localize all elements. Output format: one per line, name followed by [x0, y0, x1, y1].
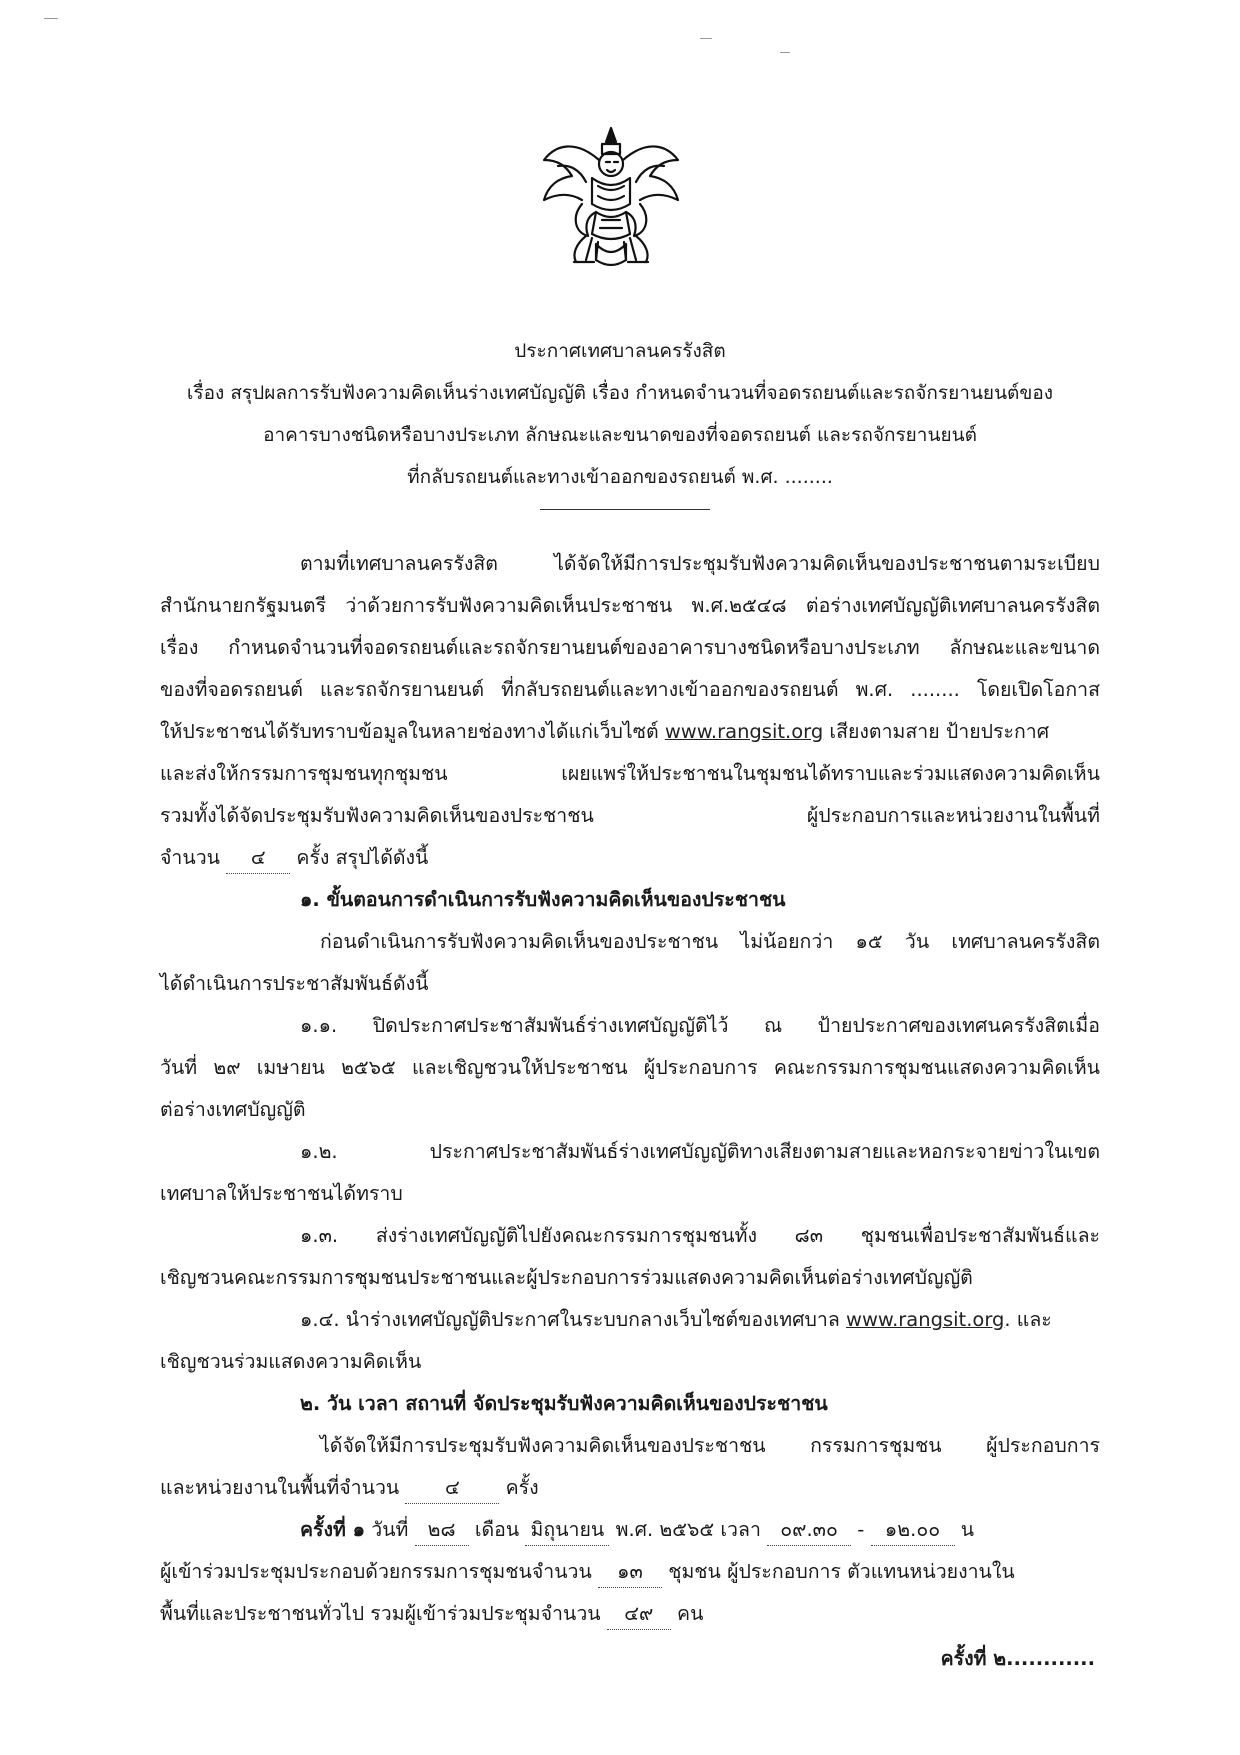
- paragraph-line: [300, 548, 1100, 579]
- intro-line: เรื่อง กำหนดจำนวนที่จอดรถยนต์และรถจักรยานยนต์ของอาคารบางชนิดหรือบางประเภท ลักษณะและขนาด: [160, 636, 1100, 659]
- item-line: วันที่ ๒๙ เมษายน ๒๕๖๕ และเชิญชวนให้ประชาชน ผู้ประกอบการ คณะกรรมการชุมชนแสดงความคิดเห็น: [160, 1056, 1100, 1079]
- session-text: เดือน: [474, 1518, 520, 1541]
- item-line: ต่อร่างเทศบัญญัติ: [160, 1098, 306, 1121]
- subject-line: ที่กลับรถยนต์และทางเข้าออกของรถยนต์ พ.ศ. ........: [407, 466, 833, 488]
- next-page-marker: ครั้งที่ ๒............: [940, 1647, 1095, 1670]
- item-line: เชิญชวนคณะกรรมการชุมชนประชาชนและผู้ประกอบการร่วมแสดงความคิดเห็นต่อร่างเทศบัญญัติ: [160, 1266, 973, 1289]
- session-text: ผู้เข้าร่วมประชุมประกอบด้วยกรรมการชุมชนจำนวน: [160, 1560, 592, 1583]
- intro-line: ตามที่เทศบาลนครรังสิต ได้จัดให้มีการประชุมรับฟังความคิดเห็นของประชาชนตามระเบียบ: [300, 552, 1100, 575]
- item-text: ๑.๑. ปิดประกาศประชาสัมพันธ์ร่างเทศบัญญัติไว้ ณ ป้ายประกาศของเทศนครรังสิตเมื่อ: [300, 1014, 1100, 1037]
- subject-line: เรื่อง สรุปผลการรับฟังความคิดเห็นร่างเทศบัญญัติ เรื่อง กำหนดจำนวนที่จอดรถยนต์และรถจักรยานยนต์ของ: [186, 382, 1054, 404]
- session-text: น: [960, 1518, 975, 1541]
- session-month: มิถุนายน: [525, 1514, 609, 1546]
- community-count: ๑๓: [598, 1556, 662, 1588]
- session-text: คน: [677, 1602, 704, 1625]
- session-text: พ.ศ. ๒๕๖๕: [615, 1518, 715, 1541]
- attendee-count: ๔๙: [607, 1598, 671, 1630]
- session-text: วันที่: [371, 1518, 409, 1541]
- item-text: ๑.๒. ประกาศประชาสัมพันธ์ร่างเทศบัญญัติทางเสียงตามสายและหอกระจายข่าวในเขต: [300, 1140, 1100, 1163]
- session-text: -: [857, 1518, 865, 1541]
- intro-line: สำนักนายกรัฐมนตรี ว่าด้วยการรับฟังความคิดเห็นประชาชน พ.ศ.๒๕๔๘ ต่อร่างเทศบัญญัติเทศบาลนครรังสิต: [160, 594, 1100, 617]
- session-label: ครั้งที่ ๑: [300, 1518, 366, 1541]
- item-text: . และ: [1004, 1308, 1052, 1331]
- session-line: [300, 1514, 974, 1546]
- item-text: ๑.๔. นำร่างเทศบัญญัติประกาศในระบบกลางเว็บไซต์ของเทศบาล: [300, 1308, 840, 1331]
- session-line: [160, 1598, 703, 1630]
- scan-mark: [700, 38, 712, 39]
- section-line: ได้ดำเนินการประชาสัมพันธ์ดังนี้: [160, 972, 429, 995]
- intro-line: และส่งให้กรรมการชุมชนทุกชุมชน เผยแพร่ให้ประชาชนในชุมชนได้ทราบและร่วมแสดงความคิดเห็น: [160, 762, 1100, 785]
- scan-mark: [780, 52, 790, 53]
- intro-line: ของที่จอดรถยนต์ และรถจักรยานยนต์ ที่กลับรถยนต์และทางเข้าออกของรถยนต์ พ.ศ. ........ โดยเปิดโอกาส: [160, 678, 1100, 701]
- item-line: เทศบาลให้ประชาชนได้ทราบ: [160, 1182, 403, 1205]
- section-text: ได้จัดให้มีการประชุมรับฟังความคิดเห็นของประชาชน กรรมการชุมชน ผู้ประกอบการ: [320, 1434, 1100, 1457]
- section-text: ก่อนดำเนินการรับฟังความคิดเห็นของประชาชน ไม่น้อยกว่า ๑๕ วัน เทศบาลนครรังสิต: [320, 930, 1100, 953]
- website-link[interactable]: www.rangsit.org: [664, 720, 824, 743]
- item-line: [300, 1304, 1052, 1335]
- session-line: [160, 1556, 1015, 1588]
- intro-text: เสียงตามสาย ป้ายประกาศ: [829, 720, 1050, 743]
- intro-line: [160, 716, 1049, 747]
- garuda-emblem: [536, 120, 686, 280]
- intro-text: จำนวน: [160, 846, 220, 869]
- meeting-count: ๔: [226, 842, 290, 874]
- session-text: ชุมชน ผู้ประกอบการ ตัวแทนหน่วยงานใน: [668, 1560, 1015, 1583]
- section-text: และหน่วยงานในพื้นที่จำนวน: [160, 1476, 400, 1499]
- session-text: เวลา: [720, 1518, 761, 1541]
- intro-line: [160, 842, 428, 874]
- intro-line: รวมทั้งได้จัดประชุมรับฟังความคิดเห็นของประชาชน ผู้ประกอบการและหน่วยงานในพื้นที่: [160, 804, 1100, 827]
- intro-text: ครั้ง สรุปได้ดังนี้: [296, 846, 429, 869]
- section-title: ๒. วัน เวลา สถานที่ จัดประชุมรับฟังความคิดเห็นของประชาชน: [300, 1392, 828, 1415]
- session-text: พื้นที่และประชาชนทั่วไป รวมผู้เข้าร่วมประชุมจำนวน: [160, 1602, 601, 1625]
- document-authority: ประกาศเทศบาลนครรังสิต: [514, 340, 726, 362]
- website-link[interactable]: www.rangsit.org: [846, 1308, 1005, 1331]
- item-line: [300, 1136, 1100, 1167]
- meeting-count: ๔: [405, 1472, 499, 1504]
- subject-line: อาคารบางชนิดหรือบางประเภท ลักษณะและขนาดของที่จอดรถยนต์ และรถจักรยานยนต์: [263, 424, 977, 446]
- session-time-start: ๐๙.๓๐: [767, 1514, 851, 1546]
- item-line: [300, 1220, 1100, 1251]
- session-time-end: ๑๒.๐๐: [871, 1514, 955, 1546]
- section-line: [320, 1430, 1100, 1461]
- section-title: ๑. ขั้นตอนการดำเนินการรับฟังความคิดเห็นของประชาชน: [300, 888, 786, 911]
- section-text: ครั้ง: [505, 1476, 539, 1499]
- item-line: [300, 1010, 1100, 1041]
- session-day: ๒๘: [415, 1514, 469, 1546]
- scan-mark: [44, 18, 58, 19]
- section-line: [320, 926, 1100, 957]
- section-line: [160, 1472, 539, 1504]
- item-line: เชิญชวนร่วมแสดงความคิดเห็น: [160, 1350, 422, 1373]
- heading-divider: [540, 509, 710, 510]
- intro-text: ให้ประชาชนได้รับทราบข้อมูลในหลายช่องทางได้แก่เว็บไซต์: [160, 720, 659, 743]
- item-text: ๑.๓. ส่งร่างเทศบัญญัติไปยังคณะกรรมการชุมชนทั้ง ๘๓ ชุมชนเพื่อประชาสัมพันธ์และ: [300, 1224, 1100, 1247]
